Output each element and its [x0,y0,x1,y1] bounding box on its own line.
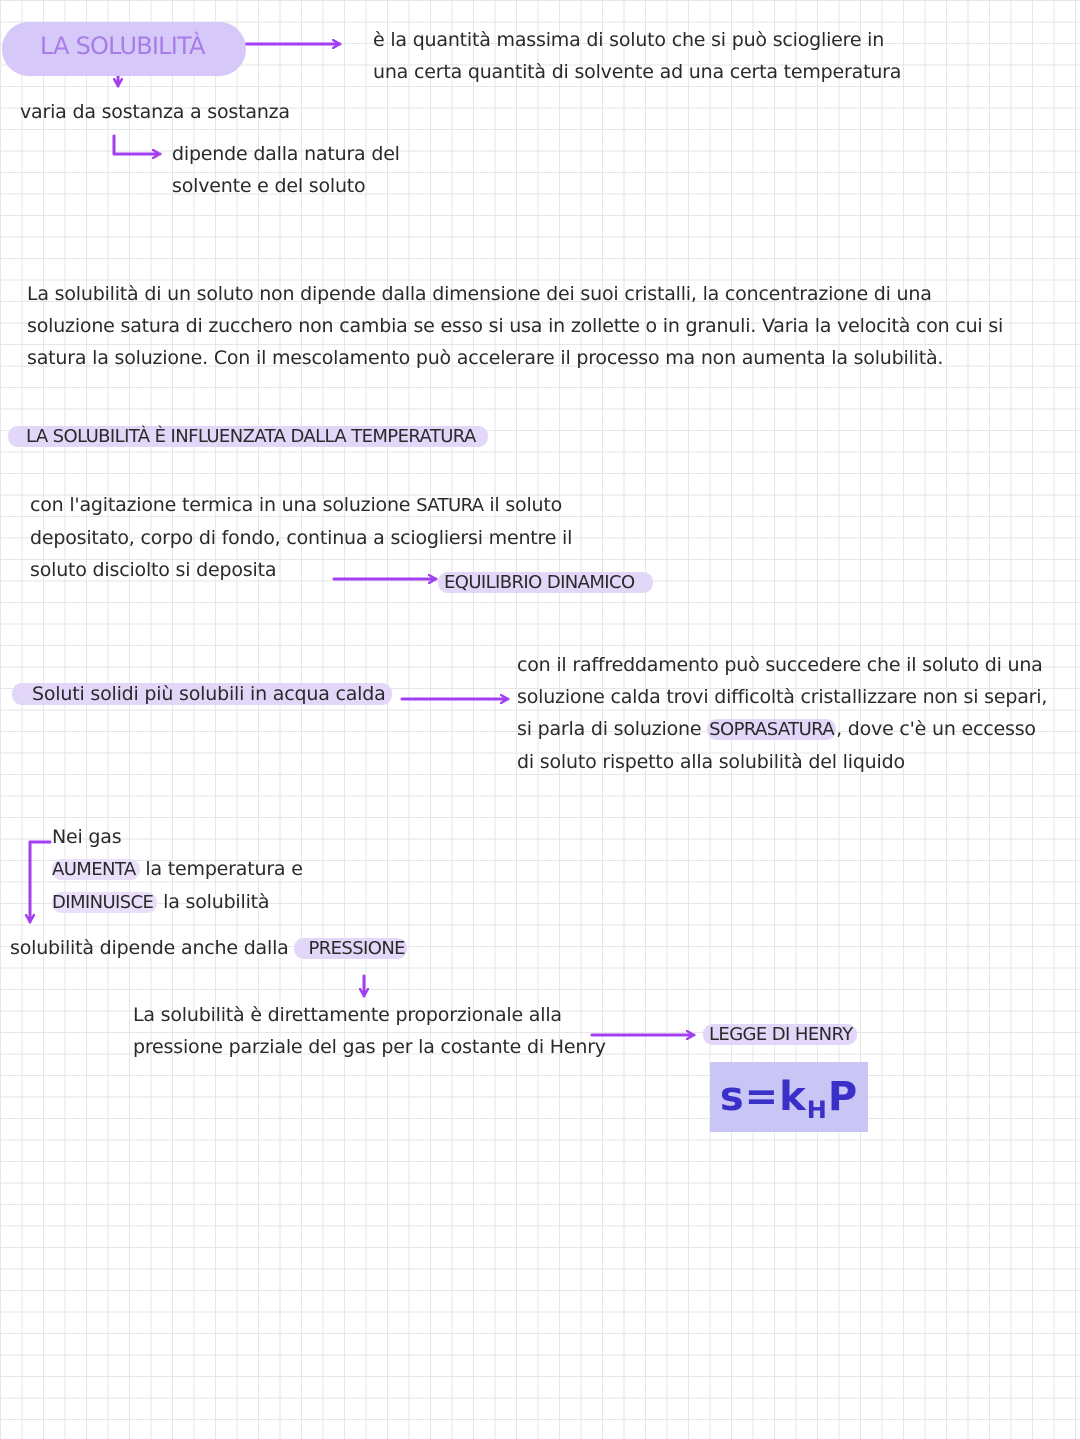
gas-line [52,886,303,919]
definition-line: una certa quantità di solvente ad una certa temperatura [373,61,902,83]
paragraph-line: satura la soluzione. Con il mescolamento può accelerare il processo ma non aumenta la solubilità. [27,347,944,369]
saturated-line: depositato, corpo di fondo, continua a sciogliersi mentre il [30,527,573,549]
henry-formula [710,1062,868,1132]
paragraph-line: La solubilità di un soluto non dipende dalla dimensione dei suoi cristalli, la concentrazione di una [27,283,932,305]
cooling-block [517,649,1047,778]
henry-line: pressione parziale del gas per la costante di Henry [133,1036,606,1058]
temperature-heading-text: LA SOLUBILITÀ È INFLUENZATA DALLA TEMPERATURA [8,426,488,447]
diminuisce-word: DIMINUISCE [52,892,157,913]
temperature-heading [8,420,488,453]
depends-line: dipende dalla natura del [172,143,400,165]
formula-main: s=k [719,1074,807,1120]
solids-label [12,678,392,710]
equilibrium-label [438,566,653,599]
formula-tail: P [827,1074,859,1120]
gas-block [52,821,303,919]
cooling-text: , dove c'è un eccesso [836,718,1036,740]
definition-line: è la quantità massima di soluto che si può sciogliere in [373,29,885,51]
cooling-text: si parla di soluzione [517,718,708,740]
page-title: LA SOLUBILITÀ [40,32,205,60]
depends-block [172,138,400,202]
henry-law-text: LEGGE DI HENRY [703,1024,857,1045]
definition-block [373,24,901,88]
soprasatura-word: SOPRASATURA [709,719,835,740]
pressure-text: solubilità dipende anche dalla [10,937,295,959]
bracket-gas [30,842,50,922]
equilibrium-text: EQUILIBRIO DINAMICO [438,572,653,593]
paragraph-block [27,278,1003,374]
gas-text: la solubilità [157,891,270,913]
pressure-line [10,932,407,965]
depends-line: solvente e del soluto [172,175,366,197]
henry-block [133,999,606,1063]
gas-line [52,853,303,886]
henry-line: La solubilità è direttamente proporzionale alla [133,1004,562,1026]
cooling-line: con il raffreddamento può succedere che il soluto di una [517,654,1043,676]
formula-subscript: H [806,1096,828,1124]
paragraph-line: soluzione satura di zucchero non cambia se esso si usa in zollette o in granuli. Varia la velocità con cui si [27,315,1004,337]
arrow-hook-depends [114,136,160,154]
gas-text: la temperatura e [139,858,303,880]
satura-word: SATURA [416,495,484,516]
henry-law-label [703,1018,857,1051]
pressione-word: PRESSIONE [294,938,407,959]
solids-text: Soluti solidi più solubili in acqua calda [12,683,392,705]
saturated-line: soluto disciolto si deposita [30,559,277,581]
saturated-text: il soluto [483,494,563,516]
saturated-line [30,489,572,522]
varies-text: varia da sostanza a sostanza [20,101,290,123]
cooling-line [517,713,1047,746]
aumenta-word: AUMENTA [52,859,140,880]
cooling-line: soluzione calda trovi difficoltà cristallizzare non si separi, [517,686,1048,708]
saturated-text: con l'agitazione termica in una soluzione [30,494,417,516]
gas-title: Nei gas [52,826,122,848]
cooling-line: di soluto rispetto alla solubilità del liquido [517,751,905,773]
